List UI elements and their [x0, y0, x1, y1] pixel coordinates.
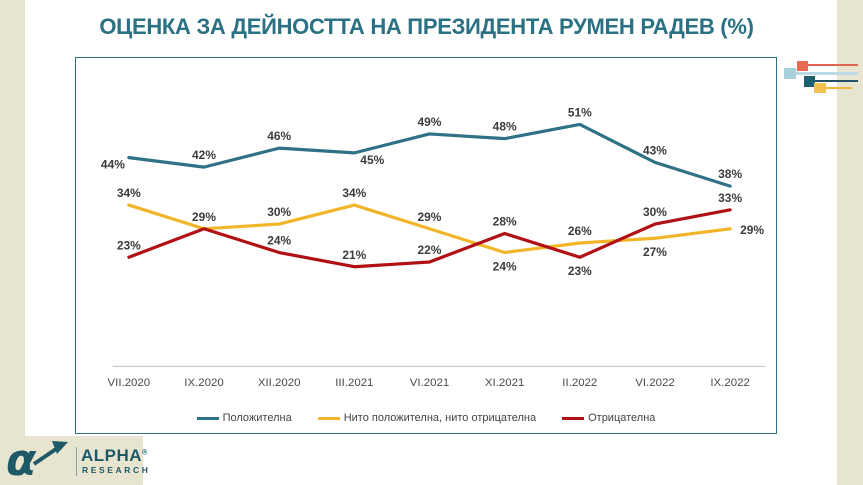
legend-swatch: [318, 417, 340, 420]
decor-line-lightblue: [794, 72, 858, 75]
legend-item: [562, 412, 655, 424]
alpha-research-logo: [0, 436, 151, 485]
left-accent-stripe: [0, 0, 25, 437]
data-label: 29%: [740, 222, 765, 237]
data-label: 24%: [492, 259, 517, 274]
data-label: 33%: [718, 190, 743, 205]
data-label: 51%: [567, 105, 592, 120]
data-label: 23%: [116, 238, 141, 253]
logo-subtitle-text: RESEARCH: [82, 465, 151, 475]
data-label: 30%: [643, 205, 667, 220]
line-chart: [76, 58, 776, 433]
legend-item: [197, 412, 292, 424]
data-label: 43%: [643, 143, 667, 158]
data-label: 22%: [417, 243, 442, 258]
legend-label: Положителна: [222, 412, 292, 424]
legend-label: Отрицателна: [588, 412, 656, 424]
decor-line-salmon: [806, 64, 858, 66]
page-title: ОЦЕНКА ЗА ДЕЙНОСТТА НА ПРЕЗИДЕНТА РУМЕН РАДЕВ (%): [99, 14, 754, 39]
decor-square-yellow: [814, 83, 826, 93]
x-tick-label: IX.2020: [184, 377, 224, 390]
x-tick-label: XI.2021: [484, 377, 525, 390]
data-label: 30%: [267, 205, 292, 220]
decor-square-lightblue: [784, 68, 796, 79]
data-label: 23%: [567, 264, 592, 279]
logo-brand-text: [81, 446, 148, 466]
data-label: 45%: [360, 152, 385, 167]
data-label: 29%: [192, 209, 216, 224]
decor-line-yellow: [824, 87, 852, 89]
data-label: 29%: [417, 209, 442, 224]
logo-registered-mark: ®: [142, 449, 148, 457]
x-tick-label: VI.2022: [635, 377, 675, 390]
data-label: 28%: [492, 214, 517, 229]
data-label: 49%: [417, 114, 442, 129]
chart-frame: [75, 57, 777, 434]
data-label: 44%: [100, 157, 125, 172]
legend-label: Нито положителна, нито отрицателна: [343, 412, 537, 424]
data-label: 21%: [342, 247, 367, 262]
logo-divider: [76, 447, 77, 476]
alpha-arrow-icon: [6, 439, 72, 479]
data-label: 38%: [718, 167, 743, 182]
series-line: [129, 124, 730, 186]
x-tick-label: VI.2021: [409, 377, 450, 390]
data-label: 34%: [342, 186, 367, 201]
data-label: 48%: [492, 119, 517, 134]
decor-line-dark: [813, 80, 858, 82]
data-label: 46%: [267, 129, 292, 144]
x-tick-label: IX.2022: [710, 377, 750, 390]
x-tick-label: VII.2020: [107, 377, 151, 390]
logo-brand: ALPHA: [81, 446, 143, 465]
data-label: 24%: [267, 233, 292, 248]
legend-swatch: [562, 417, 584, 420]
legend-item: [318, 412, 536, 424]
x-tick-label: III.2021: [335, 377, 374, 390]
data-label: 42%: [192, 148, 216, 163]
x-tick-label: II.2022: [562, 377, 598, 390]
x-tick-label: XII.2020: [257, 377, 301, 390]
chart-legend: [76, 410, 776, 426]
svg-text:α: α: [6, 439, 37, 479]
data-label: 27%: [643, 245, 667, 260]
legend-swatch: [197, 417, 219, 420]
data-label: 34%: [116, 186, 141, 201]
decor-square-salmon: [797, 61, 808, 71]
data-label: 26%: [567, 224, 592, 239]
